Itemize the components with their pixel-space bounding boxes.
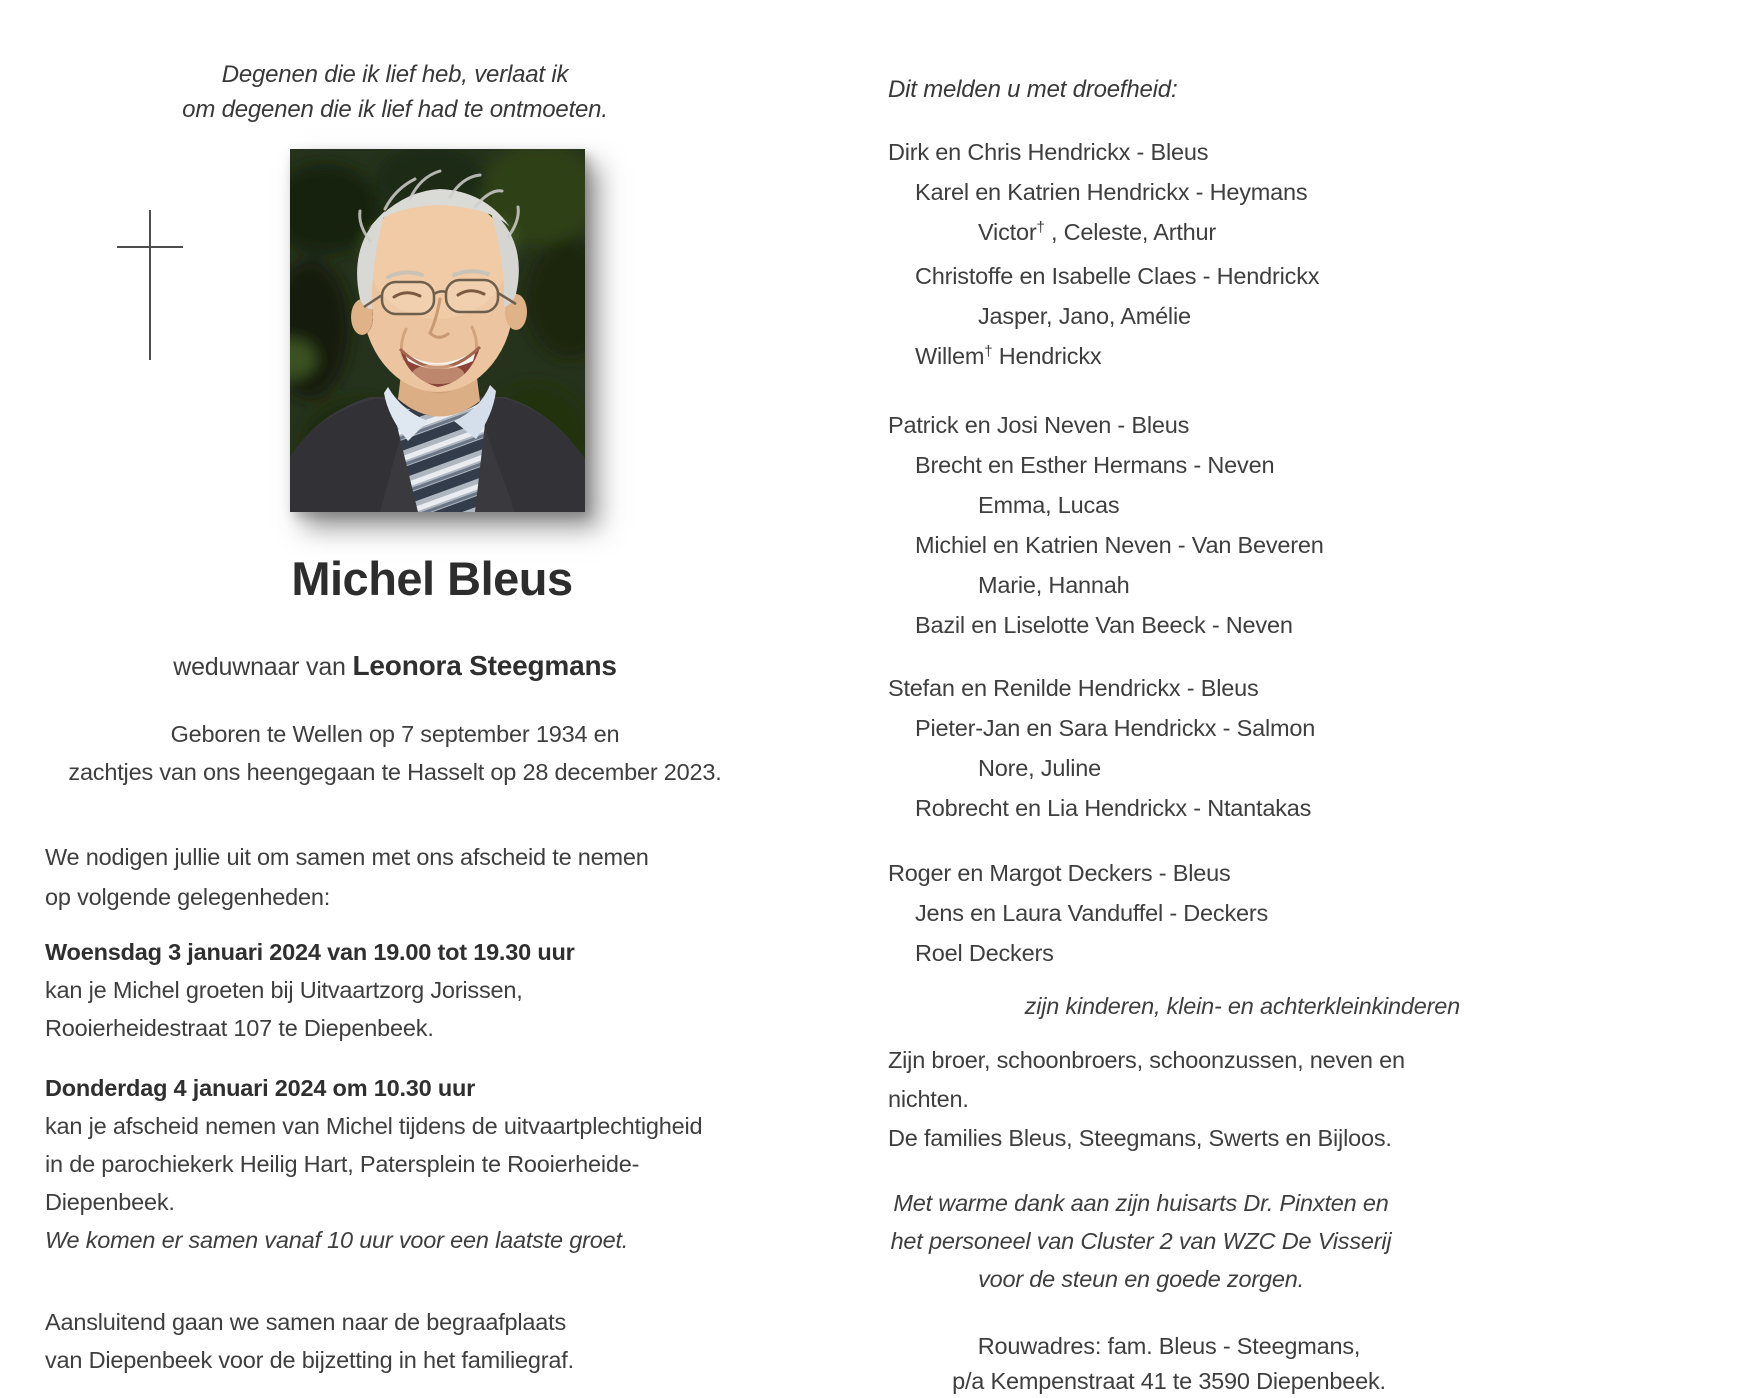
epigraph-line-1: Degenen die ik lief heb, verlaat ik xyxy=(221,61,569,88)
relatives-line-2: De families Bleus, Steegmans, Swerts en Bijloos. xyxy=(888,1125,1392,1151)
visitation-line-2: Rooierheidestraat 107 te Diepenbeek. xyxy=(45,1015,434,1041)
thanks-note xyxy=(888,1184,1460,1298)
portrait-photo xyxy=(290,149,585,512)
photo-section xyxy=(45,149,745,512)
funeral-line-2: in de parochiekerk Heilig Hart, Patersplein te Rooierheide-Diepenbeek. xyxy=(45,1151,640,1215)
visitation-line-1: kan je Michel groeten bij Uitvaartzorg Jorissen, xyxy=(45,977,523,1003)
children-note: zijn kinderen, klein- en achterkleinkinderen xyxy=(1024,993,1460,1019)
mourning-address-line-2: p/a Kempenstraat 41 te 3590 Diepenbeek. xyxy=(952,1368,1386,1394)
funeral-line-1: kan je afscheid nemen van Michel tijdens de uitvaartplechtigheid xyxy=(45,1113,703,1139)
family-line: Roger en Margot Deckers - Bleus xyxy=(888,860,1231,886)
burial-line-1: Aansluitend gaan we samen naar de begraafplaats xyxy=(45,1309,567,1335)
family-line: Emma, Lucas xyxy=(978,492,1120,518)
thanks-line-1: Met warme dank aan zijn huisarts Dr. Pinxten en xyxy=(893,1190,1389,1216)
family-line: Jasper, Jano, Amélie xyxy=(978,303,1191,329)
thanks-line-2: het personeel van Cluster 2 van WZC De Visserij xyxy=(890,1228,1392,1254)
invitation-line-2: op volgende gelegenheden: xyxy=(45,884,331,910)
funeral-note: We komen er samen vanaf 10 uur voor een laatste groet. xyxy=(45,1227,629,1253)
family-line: Nore, Juline xyxy=(978,755,1101,781)
burial-line-2: van Diepenbeek voor de bijzetting in het familiegraf. xyxy=(45,1347,574,1373)
deceased-name: Michel Bleus xyxy=(291,552,573,605)
dagger-icon: † xyxy=(1036,219,1045,236)
funeral-title: Donderdag 4 januari 2024 om 10.30 uur xyxy=(45,1075,476,1101)
mourning-address xyxy=(888,1329,1460,1398)
announcement-intro: Dit melden u met droefheid: xyxy=(888,76,1178,103)
family-line: Pieter-Jan en Sara Hendrickx - Salmon xyxy=(915,715,1316,741)
family-line: Karel en Katrien Hendrickx - Heymans xyxy=(915,179,1308,205)
announcement-column xyxy=(888,0,1460,1398)
relatives-line-1: Zijn broer, schoonbroers, schoonzussen, neven en nichten. xyxy=(888,1047,1405,1112)
invitation-line-1: We nodigen jullie uit om samen met ons afscheid te nemen xyxy=(45,844,649,870)
family-line: Victor† , Celeste, Arthur xyxy=(978,219,1217,245)
portrait-photo-illustration xyxy=(290,149,585,512)
epigraph xyxy=(45,57,745,127)
family-group-deckers xyxy=(888,853,1460,973)
birth-line: Geboren te Wellen op 7 september 1934 en xyxy=(170,721,620,747)
spouse-name: Leonora Steegmans xyxy=(352,650,617,681)
family-group-hendrickx-2 xyxy=(888,668,1460,828)
family-group-neven xyxy=(888,405,1460,645)
family-line: Jens en Laura Vanduffel - Deckers xyxy=(915,900,1269,926)
visitation-title: Woensdag 3 januari 2024 van 19.00 tot 19.30 uur xyxy=(45,939,575,965)
life-dates xyxy=(45,715,745,791)
thanks-line-3: voor de steun en goede zorgen. xyxy=(978,1266,1304,1292)
family-group-hendrickx xyxy=(888,132,1460,380)
dagger-icon: † xyxy=(984,343,993,360)
cross-vertical-bar xyxy=(149,210,151,360)
family-line: Stefan en Renilde Hendrickx - Bleus xyxy=(888,675,1259,701)
family-line: Robrecht en Lia Hendrickx - Ntantakas xyxy=(915,795,1312,821)
cross-icon xyxy=(117,210,183,360)
family-line: Willem† Hendrickx xyxy=(915,343,1102,369)
relation-prefix: weduwnaar van xyxy=(173,653,346,681)
visitation-event xyxy=(45,933,745,1047)
epigraph-line-2: om degenen die ik lief had te ontmoeten. xyxy=(182,96,608,123)
family-line: Roel Deckers xyxy=(915,940,1054,966)
family-line: Dirk en Chris Hendrickx - Bleus xyxy=(888,139,1209,165)
burial-info xyxy=(45,1303,745,1379)
family-line: Brecht en Esther Hermans - Neven xyxy=(915,452,1275,478)
family-line: Christoffe en Isabelle Claes - Hendrickx xyxy=(915,263,1320,289)
funeral-event xyxy=(45,1069,745,1259)
memorial-column xyxy=(45,0,745,1379)
invitation xyxy=(45,837,745,917)
mourning-address-line-1: Rouwadres: fam. Bleus - Steegmans, xyxy=(977,1333,1361,1359)
cross-horizontal-bar xyxy=(117,246,183,248)
family-line: Marie, Hannah xyxy=(978,572,1130,598)
spouse-line xyxy=(45,646,745,687)
family-line: Bazil en Liselotte Van Beeck - Neven xyxy=(915,612,1293,638)
relatives xyxy=(888,1041,1460,1158)
death-line: zachtjes van ons heengegaan te Hasselt op 28 december 2023. xyxy=(68,759,722,785)
family-line: Michiel en Katrien Neven - Van Beveren xyxy=(915,532,1324,558)
family-line: Patrick en Josi Neven - Bleus xyxy=(888,412,1190,438)
